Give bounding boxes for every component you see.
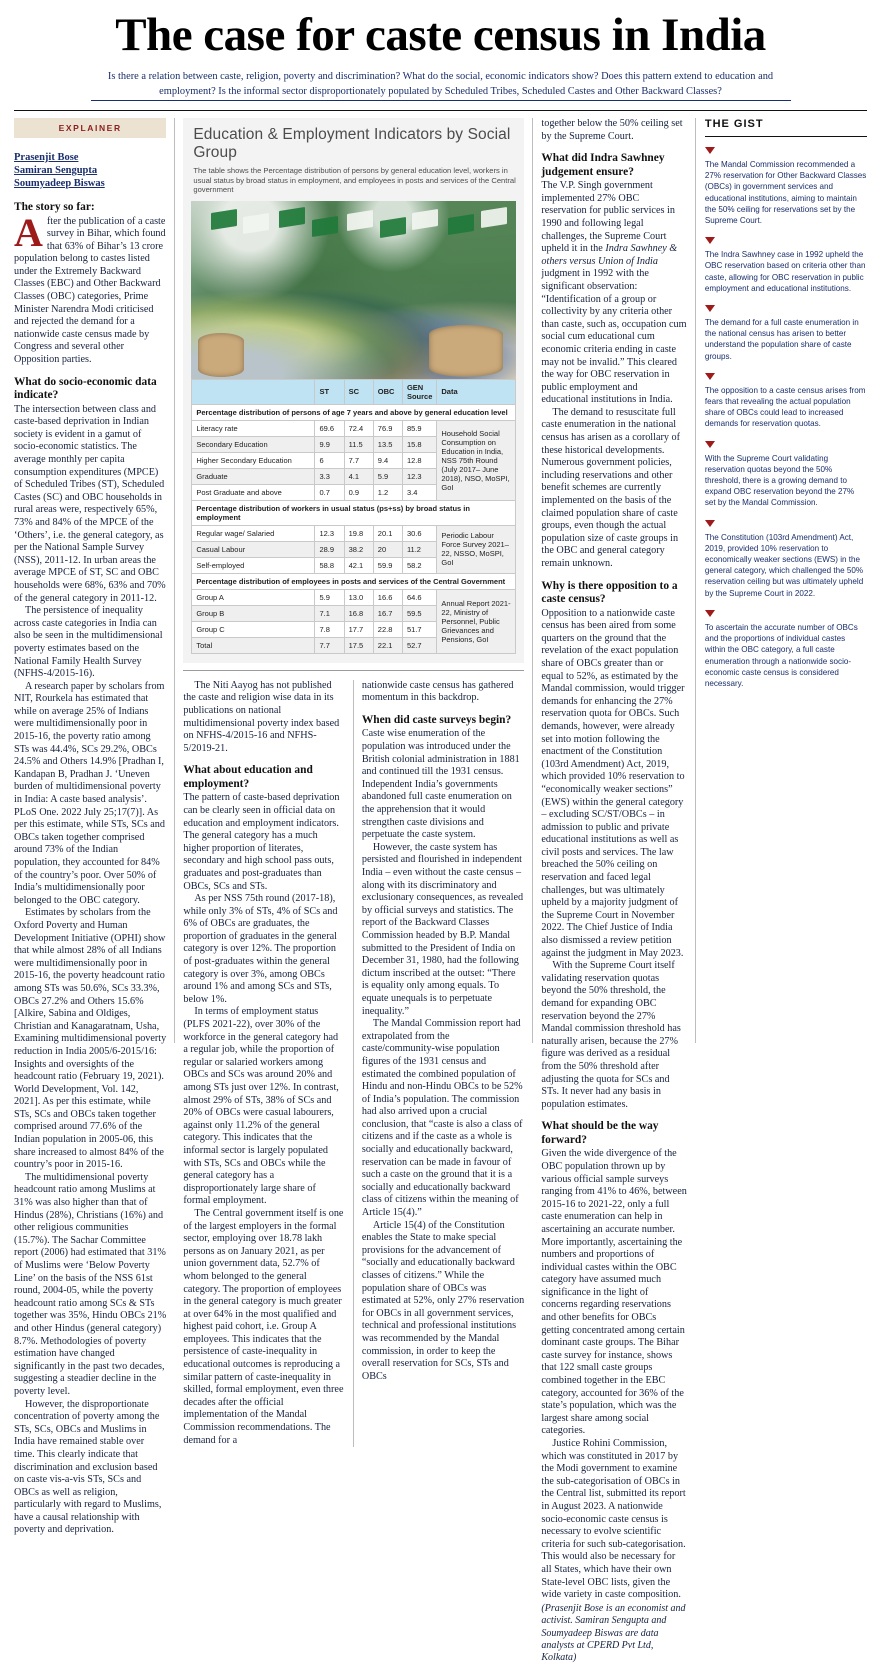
intro-paragraph: fter the publication of a caste survey in Bihar, which found that 63% of Bihar’s 13 crore population belong to castes listed under the Extremely Backward Classes (EBC) and Other Backward Classes (OBC) categories, Prime Minister Narendra Modi criticised and rejected the demand for a nationwide caste census made by Congress and several other Opposition parties. [14,215,166,366]
cell-st: 7.1 [315,605,344,621]
authors-note: (Prasenjit Bose is an economist and activist. Samiran Sengupta and Soumyadeep Biswas are data analysts at CPERD Pvt Ltd, Kolkata) [541,1602,686,1664]
gist-item [705,147,867,226]
cell-st: 9.9 [315,436,344,452]
gist-item-text: The Mandal Commission recommended a 27% reservation for Other Backward Classes (OBCs) in government services and educational institutions, aiming to maintain the 50% ceiling for reservations set by the Supreme Court. [704,160,867,226]
cell-st: 7.8 [315,621,344,637]
panel-subtitle: The table shows the Percentage distribution of persons by general education level, workers in usual status by broad status in employment, and employees in posts and services of the Central government [193,166,516,195]
cell-st: 69.6 [315,420,344,436]
para-c1-6: However, the disproportionate concentration of poverty among the STs, SCs, OBCs and Muslims in India have remained stable over time. This clearly indicate that discrimination and exclusion based on caste vis-a-vis STs, SCs and OBCs as well as religion, particularly with regard to Muslims, have a causal relationship with poverty and deprivation. [14,1398,162,1536]
source-cell-3: Annual Report 2021-22, Ministry of Personnel, Public Grievances and Pensions, GoI [437,589,516,653]
cell-obc: 20 [373,541,402,557]
para-c2-0: The Niti Aayog has not published the caste and religion wise data in its publications on national multidimensional poverty index based on NFHS-4/2015-16 and NFHS-5/2019-21. [183,679,340,754]
heading-education-employment: What about education and employment? [183,764,313,790]
cell-sc: 7.7 [344,452,373,468]
para-c4-5: Given the wide divergence of the OBC population thrown up by various official sample surveys ranging from 41% to 46%, between 2015-16 to 2021-22, only a full caste enumeration can help in ascertaining an accurate number. More importantly, ascertaining the numbers and proportions of individual castes within the OBC category have assumed much significance in the light of concerns regarding reservations and other benefits for OBCs getting concentrated among certain dominant caste groups. The Bihar caste survey for instance, shows that 122 small caste groups combined together in the EBC category, accounted for 36% of the state’s population, which was the largest share among social categories. [541,1148,687,1437]
cell-gen: 3.4 [402,484,436,500]
triangle-down-icon [705,441,715,448]
cell-obc: 16.6 [373,589,402,605]
table-row [192,525,516,541]
heading-caste-surveys: When did caste surveys begin? [361,713,512,726]
para-c4-0: together below the 50% ceiling set by the Supreme Court. [541,118,683,142]
panel-bottom-rule [183,670,524,671]
table-section-heading [192,573,516,589]
cell-sc: 4.1 [344,468,373,484]
row-label: Group A [192,589,315,605]
cell-obc: 5.9 [373,468,402,484]
th-st: ST [315,379,344,404]
cell-obc: 22.1 [373,637,402,653]
column-two [183,680,354,1447]
para-c2-1: The pattern of caste-based deprivation can be clearly seen in official data on education and employment indicators. The general category has a much higher proportion of literates, secondary and high school pass outs, graduates and post-graduates than OBCs, SCs and STs. [183,792,340,892]
cell-gen: 64.6 [402,589,436,605]
cell-obc: 76.9 [373,420,402,436]
th-blank [192,379,315,404]
row-label: Post Graduate and above [192,484,315,500]
cell-gen: 58.2 [402,557,436,573]
column-four [533,118,695,1664]
th-data: Data [437,379,516,404]
cell-st: 5.9 [315,589,344,605]
author-1: Prasenjit Bose [14,152,79,163]
triangle-down-icon [705,610,715,617]
cell-sc: 17.5 [344,637,373,653]
cell-sc: 38.2 [344,541,373,557]
cell-gen: 12.8 [402,452,436,468]
section-heading-3: Percentage distribution of employees in posts and services of the Central Government [192,573,516,589]
cell-obc: 22.8 [373,621,402,637]
para-c1-5: The multidimensional poverty headcount ratio among Muslims at 31% was also higher than that of Hindus (28%), Christians (16%) and other religious communities (15.7%). The Sachar Committee report (2006) had estimated that 31% of Muslims were ‘Below Poverty Line’ on the basis of the NSS 61st round, 2004-05, while the poverty headcount ratio among SCs & STs together was 35%, Hindu OBCs 21% and other Hindus (general category) 8.7%. Methodologies of poverty estimation have changed significantly in the past two decades, suggesting a steadier decline in the poverty level. [14,1171,167,1397]
cell-sc: 19.8 [344,525,373,541]
cell-gen: 85.9 [402,420,436,436]
drum-right [429,325,503,377]
gist-item-text: To ascertain the accurate number of OBCs and the proportions of individual castes within the OBC category, a full caste enumeration through a nationwide socio-economic caste census is considered necessary. [704,622,858,688]
cell-st: 0.7 [315,484,344,500]
indicators-table [191,379,516,654]
para-c4-6: Justice Rohini Commission, which was constituted in 2017 by the Modi government to examine the sub-categorisation of OBCs in the Central list, submitted its report in August 2023. A nationwide socio-economic caste census is necessary to evolve scientific criteria for such sub-categorisation. This would also be necessary for all States, which have their own State-level OBC lists, given the wide variety in caste composition. [541,1438,686,1601]
cell-st: 28.9 [315,541,344,557]
gist-item-text: The Constitution (103rd Amendment) Act, 2019, provided 10% reservation to economically weaker sections (EWS) in the general category, which challenged the 50% reservation ceiling but was ultimately upheld by the Supreme Court in 2022. [704,532,864,598]
column-one [14,118,174,1536]
para-c1-4: Estimates by scholars from the Oxford Poverty and Human Development Initiative (OPHI) show that while almost 28% of all Indians were multidimensionally poor in 2015-16, the poverty headcount ratio among STs was 50.6%, SCs 33.3%, OBCs 27.2% and Others 15.6% [Alkire, Sabina and Oldiges, Christian and Kanagaratnam, Usha, Examining multidimensional poverty reduction in India 2005/6-2015/16: Insights and oversights of the headcount ratio (February 19, 2021). World Development, Vol. 142, 2021]. As per this estimate, while STs, SCs and OBCs taken together comprised around 77.6% of the Indian population in 2005-06, this share increased to almost 84% of the country’s poor in 2015-16. [14,907,167,1171]
para-c4-4: With the Supreme Court itself validating reservation quotas beyond the 50% threshold, the demand for expanding OBC reservation beyond the 27% Mandal commission threshold has naturally arisen, because the 27% figure was derived as a residual from the 50% threshold after adjusting the quota for SCs and STs. It never had any basis in population estimates. [541,960,681,1110]
cell-gen: 12.3 [402,468,436,484]
para-c3-3: The Mandal Commission report had extrapolated from the caste/community-wise population figures of the 1931 census and estimated the combined population of Hindu and non-Hindu OBCs to be 52% of India’s population. The commission had also arrived upon a crucial conclusion, that “caste is also a class of citizens and if the caste as a whole is socially and educationally backward, reservation can be made in favour of such a caste on the ground that it is a socially and educationally backward class of citizens within the meaning of Article 15(4).” [361,1018,523,1219]
cell-gen: 15.8 [402,436,436,452]
heading-socio-economic: What do socio-economic data indicate? [14,375,157,402]
middle-text-columns [183,680,524,1447]
standfirst-line-1: Is there a relation between caste, religion, poverty and discrimination? What do the social, economic indicators show? Does this pattern extend to education and [107,71,774,82]
gist-item [705,520,867,599]
triangle-down-icon [705,147,715,154]
th-sc: SC [344,379,373,404]
para-c3-1: Caste wise enumeration of the population was introduced under the British colonial administration in 1881 and continued till the 1931 census. Independent India’s governments abandoned full caste enumeration on the apprehension that it would strengthen caste divisions and perpetuate the caste system. [361,728,520,841]
gist-divider [705,136,867,137]
case-name-1: Indra Sawhney & others [541,243,678,267]
para-c4-1c: judgment in 1992 with the significant observation: “Identification of a group or collectivity by any criteria other than caste, such as, occupation cum social cum educational cum economic criteria ending in caste may not be invalid.” This cleared the way for OBC reservation in public employment and educational institutions in India. [541,268,687,406]
page-title: The case for caste census in India [115,9,766,61]
row-label: Total [192,637,315,653]
gist-item [705,610,867,689]
byline [14,151,166,190]
th-gen-source: GEN Source [402,379,436,404]
cell-gen: 51.7 [402,621,436,637]
table-row [192,420,516,436]
triangle-down-icon [705,373,715,380]
explainer-badge: EXPLAINER [14,118,166,138]
triangle-down-icon [705,237,715,244]
cell-obc: 13.5 [373,436,402,452]
table-section-heading [192,404,516,420]
gist-item-text: The Indra Sawhney case in 1992 upheld the OBC reservation based on criteria other than caste, allowing for OBC reservation in public employment and educational institutions. [704,250,866,293]
infographic-panel [183,118,524,663]
cell-obc: 59.9 [373,557,402,573]
cell-sc: 0.9 [344,484,373,500]
para-c3-2: However, the caste system has persisted and flourished in independent India – even without the caste census – along with its discriminatory and exclusionary consequences, as revealed by official surveys and statistics. The report of the Backward Classes Commission headed by B.P. Mandal submitted to the President of India on December 31, 1980, had the following dictum inscribed at the outset: “There is equality only among equals. To equate unequals is to perpetuate inequality.” [361,841,524,1017]
drop-cap: A [14,209,43,255]
content-grid [14,118,867,1664]
cell-st: 12.3 [315,525,344,541]
para-c2-2: As per NSS 75th round (2017-18), while only 3% of STs, 4% of SCs and 6% of OBCs are graduates, the proportion of graduates in the general category is over 12%. The proportion of post-graduates within the general category is over 3%, among OBCs around 1% and among SCs and STs, below 1%. [183,893,338,1005]
column-middle [174,118,533,1446]
gist-item-text: The opposition to a caste census arises from fears that revealing the actual population share of OBCs could lead to increased demands for reservation quotas. [704,385,866,429]
cell-obc: 1.2 [373,484,402,500]
gist-item [705,441,867,509]
cell-st: 6 [315,452,344,468]
heading-way-forward: What should be the way forward? [541,1120,659,1146]
row-label: Literacy rate [192,420,315,436]
cell-st: 3.3 [315,468,344,484]
masthead-divider [14,110,867,111]
row-label: Regular wage/ Salaried [192,525,315,541]
cell-st: 7.7 [315,637,344,653]
cell-gen: 30.6 [402,525,436,541]
gist-item-text: With the Supreme Court validating reservation quotas beyond the 50% threshold, there is a growing demand to expand OBC reservation beyond the 27% set by the Mandal Commission. [704,453,855,508]
intro-paragraph-wrap [14,209,166,367]
standfirst [91,69,791,101]
case-name-2: versus Union of India [569,255,658,267]
cell-obc: 16.7 [373,605,402,621]
para-c4-2: The demand to resuscitate full caste enumeration in the national census has arisen as a corollary of these historical developments. Numerous government policies, including reservations and other benefit schemes are currently implemented on the basis of the claimed population share of caste groups, even though the actual population size of caste groups in the OBC and general category remain unknown. [541,406,681,569]
row-label: Secondary Education [192,436,315,452]
table-section-heading [192,500,516,525]
cell-sc: 11.5 [344,436,373,452]
cell-obc: 20.1 [373,525,402,541]
para-c4-1a: The V.P. Singh government implemented 27% OBC reservation for public services in 1990 and following legal challenges, the Supreme Court upheld it in the [541,180,675,255]
author-2: Samiran Sengupta [14,165,98,176]
cell-gen: 59.5 [402,605,436,621]
row-label: Group C [192,621,315,637]
drum-left [198,333,244,377]
cell-st: 58.8 [315,557,344,573]
table-header-row [192,379,516,404]
para-c3-0: nationwide caste census has gathered momentum in this backdrop. [361,679,514,704]
para-c4-3: Opposition to a nationwide caste census has been aired from some quarters on the ground that the revelation of the exact population share of OBCs greater than or equal to 52%, as estimated by the Mandal commission, would trigger demands for enhancing the 27% reservation quota for OBCs. Such demands, however, were already set into motion following the enactment of the Constitution (103rd Amendment) Act, 2019, which provided 10% reservation to “economically weaker sections” (EWS) within the general category – excluding SC/ST/OBCs – in admission to public and private educational institutions as well as civil posts and services. The law breached the 50% ceiling on reservation and faced legal challenges, but was ultimately upheld by a majority judgment of the Supreme Court in November 2022. The Chief Justice of India also dismissed a review petition against the judgment in May 2023. [541,607,685,959]
cell-sc: 42.1 [344,557,373,573]
cell-gen: 52.7 [402,637,436,653]
gist-item [705,305,867,362]
row-label: Graduate [192,468,315,484]
gist-item-text: The demand for a full caste enumeration in the national census has arisen to better understand the population share of caste groups. [704,318,859,361]
author-3: Soumyadeep Biswas [14,178,105,189]
source-cell-2: Periodic Labour Force Survey 2021–22, NSSO, MoSPI, GoI [437,525,516,573]
para-c1-2: The persistence of inequality across caste categories in India can also be seen in the multidimensional poverty estimates based on the National Family Health Survey (NFHS-4/2015-16). [14,605,163,680]
section-heading-1: Percentage distribution of persons of age 7 years and above by general education level [192,404,516,420]
heading-indra-sawhney: What did Indra Sawhney judgement ensure? [541,152,665,178]
panel-title: Education & Employment Indicators by Social Group [193,126,511,161]
table-row [192,589,516,605]
cell-sc: 17.7 [344,621,373,637]
row-label: Self-employed [192,557,315,573]
indicators-table-body [192,379,516,653]
source-cell-1: Household Social Consumption on Education in India, NSS 75th Round (July 2017– June 2018), NSO, MoSPI, GoI [437,420,516,500]
para-c4-1 [541,180,686,407]
gist-title: THE GIST [704,118,764,130]
cell-obc: 9.4 [373,452,402,468]
cell-sc: 72.4 [344,420,373,436]
gist-item [705,237,867,294]
gist-item [705,373,867,430]
row-label: Higher Secondary Education [192,452,315,468]
column-gist [696,118,867,1043]
para-c2-3: In terms of employment status (PLFS 2021-22), over 30% of the workforce in the general category had a regular job, while the proportion of regular or salaried workers among OBCs and SCs was around 20% and among STs just over 12%. In contrast, almost 29% of STs, 38% of SCs and 20% of OBCs were casual labourers, against only 11.2% of the general category. This indicates that the informal sector is largely populated with STs, SCs and OBCs while the general category has a disproportionately large share of formal employment. [183,1006,339,1207]
cell-sc: 16.8 [344,605,373,621]
row-label: Casual Labour [192,541,315,557]
th-obc: OBC [373,379,402,404]
triangle-down-icon [705,520,715,527]
heading-opposition: Why is there opposition to a caste census? [541,579,678,606]
column-three [354,680,525,1447]
standfirst-line-2: employment? Is the informal sector disproportionately populated by Scheduled Tribes, Scheduled Castes and Other Backward Classes? [159,86,722,97]
story-so-far-heading: The story so far: [14,201,95,213]
cell-sc: 13.0 [344,589,373,605]
triangle-down-icon [705,305,715,312]
cell-gen: 11.2 [402,541,436,557]
protest-photo [191,201,516,379]
para-c3-4: Article 15(4) of the Constitution enables the State to make special provisions for the advancement of “socially and educationally backward classes of citizens.” While the population share of OBCs was estimated at 52%, only 27% reservation for OBCs in all government services, technical and professional institutions was recommended by the Mandal commission, in order to keep the overall reservation for SCs, STs and OBCs [361,1219,525,1382]
row-label: Group B [192,605,315,621]
para-c1-1: The intersection between class and caste-based deprivation in Indian society is evident in a gamut of socio-economic statistics. The average monthly per capita consumption expenditures (MPCE) of Scheduled Tribes (ST), Scheduled Castes (SC) and OBC households in rural areas were, respectively 65%, 73% and 84% of the MPCE of the ‘Others’, i.e. the general category, as per the National Sample Survey (NSS), 2011-12. In urban areas the average MPCE of ST, SC and OBC households were 68%, 63% and 70% of the general category in 2011-12. [14,403,166,604]
para-c1-3: A research paper by scholars from NIT, Rourkela has estimated that while on average 25% of Indians were multidimensionally poor in 2015-16, the poverty ratio among STs was 44.4%, SCs 29.2%, OBCs 24.5% and Others 14.9% [Pradhan I, Kandapan B, Pradhan J. ‘Uneven burden of multidimensional poverty in India: A caste based analysis’. PLoS One. 2022 July 25;17(7)]. As per this estimate, while STs, SCs and OBCs taken together comprised around 73% of the Indian population, they accounted for 84% of the country’s poor. Over 50% of India’s multidimensionally poor belonged to the OBC category. [14,680,165,906]
section-heading-2: Percentage distribution of workers in usual status (ps+ss) by broad status in employment [192,500,516,525]
para-c2-4: The Central government itself is one of the largest employers in the formal sector, employing over 18.78 lakh persons as on January 2021, as per union government data, 52.7% of whom belonged to the general category. The proportion of employees in the general category is much greater at over 64% in the most qualified and highest paid cohort, i.e. Group A employees. This indicates that the persistence of caste-inequality in educational outcomes is reproducing a similar pattern of caste-inequality in skilled, formal employment, even three decades after the official implementation of the Mandal Commission recommendations. The demand for a [183,1207,344,1446]
